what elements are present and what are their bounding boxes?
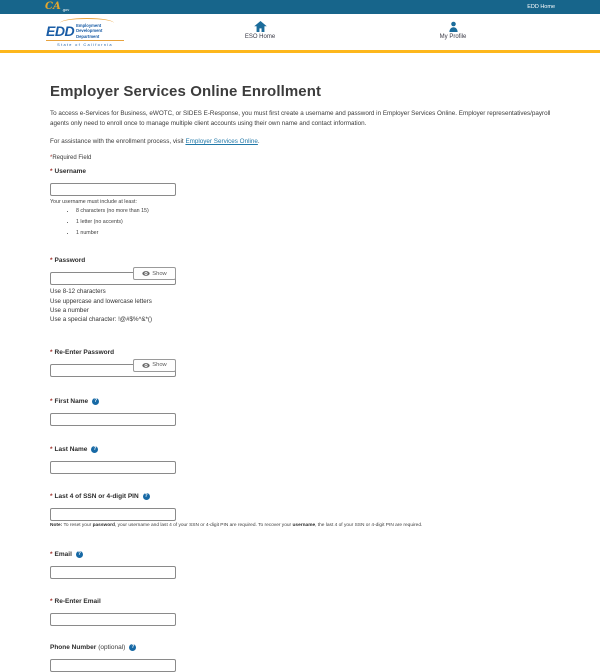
password-show-button[interactable] <box>133 267 176 280</box>
phone-input[interactable] <box>50 659 176 672</box>
profile-icon <box>448 21 459 32</box>
note-bold-note: Note: <box>50 523 63 529</box>
username-asterisk: * <box>50 168 53 176</box>
required-field-note <box>50 155 555 161</box>
email-label <box>50 551 555 558</box>
ca-gov-logo-gov: .gov <box>61 6 70 12</box>
assistance-prefix: For assistance with the enrollment process, visit <box>50 138 186 146</box>
ssn-pin-asterisk: * <box>50 492 53 500</box>
assistance-suffix: . <box>257 138 260 146</box>
email-input[interactable] <box>50 566 176 579</box>
edd-home-link[interactable]: EDD Home <box>527 4 555 10</box>
reenter-password-group <box>50 349 555 377</box>
reenter-password-label <box>50 349 555 356</box>
first-name-help-icon[interactable]: ? <box>94 397 98 404</box>
required-field-label: Required Field <box>52 155 92 162</box>
first-name-label-text: First Name <box>54 397 89 405</box>
email-help-icon[interactable]: ? <box>77 550 81 557</box>
username-requirements-list <box>50 208 555 236</box>
note-bold-username: username <box>292 523 316 529</box>
phone-optional-text: (optional) <box>98 643 126 651</box>
ssn-pin-group <box>50 493 555 530</box>
ssn-pin-help-icon[interactable]: ? <box>144 492 148 499</box>
first-name-input[interactable] <box>50 413 176 426</box>
ssn-pin-label-text: Last 4 of SSN or 4-digit PIN <box>54 492 139 500</box>
phone-help-icon[interactable]: ? <box>131 643 135 650</box>
note-bold-password: password <box>92 523 115 529</box>
phone-group <box>50 644 555 672</box>
ssn-pin-input[interactable] <box>50 508 176 521</box>
phone-label-text: Phone Number <box>50 643 97 651</box>
ca-gov-logo[interactable] <box>45 0 69 14</box>
username-req-item: • 1 letter (no accents) <box>76 219 555 225</box>
reenter-email-asterisk: * <box>50 597 53 605</box>
reenter-password-label-text: Re-Enter Password <box>54 348 115 356</box>
reenter-password-show-label: Show <box>152 362 167 369</box>
page-title: Employer Services Online Enrollment <box>50 83 322 100</box>
first-name-group <box>50 398 555 426</box>
password-asterisk: * <box>50 257 53 265</box>
edd-logo[interactable] <box>46 18 124 47</box>
reenter-email-label <box>50 598 555 605</box>
required-asterisk: * <box>50 155 53 162</box>
eye-icon <box>142 271 150 276</box>
password-rule: Use a special character: !@#$%^&*() <box>50 316 153 324</box>
password-group <box>50 257 555 324</box>
edd-logo-word1: Employment <box>76 23 102 28</box>
phone-label <box>50 644 555 651</box>
password-show-label: Show <box>152 270 167 277</box>
last-name-help-icon[interactable]: ? <box>93 445 97 452</box>
edd-logo-word3: Department <box>76 33 100 39</box>
reenter-password-asterisk: * <box>50 348 53 356</box>
last-name-group <box>50 446 555 474</box>
username-input[interactable] <box>50 183 176 196</box>
reenter-email-input[interactable] <box>50 613 176 626</box>
first-name-asterisk: * <box>50 397 53 405</box>
edd-logo-acronym: EDD <box>46 23 75 40</box>
nav-eso-home-label: ESO Home <box>244 34 276 40</box>
edd-logo-tagline: State of California <box>46 40 124 47</box>
last-name-label <box>50 446 555 453</box>
email-label-text: Email <box>54 550 72 558</box>
top-utility-bar <box>0 0 600 14</box>
nav-my-profile-label: My Profile <box>439 34 467 40</box>
ca-gov-logo-ca: CA <box>45 1 61 12</box>
reenter-email-label-text: Re-Enter Email <box>54 597 101 605</box>
password-rules <box>50 287 555 324</box>
last-name-label-text: Last Name <box>54 445 88 453</box>
password-label-text: Password <box>54 257 86 265</box>
reenter-password-show-button[interactable] <box>133 359 176 372</box>
edd-logo-words <box>76 23 102 39</box>
nav-eso-home[interactable] <box>228 21 292 40</box>
first-name-label <box>50 398 555 405</box>
nav-my-profile[interactable] <box>421 21 485 40</box>
email-asterisk: * <box>50 550 53 558</box>
username-hint-title: Your username must include at least: <box>50 199 137 206</box>
username-req-item: • 1 number <box>76 230 555 236</box>
username-group <box>50 168 555 236</box>
ssn-pin-note: Note: To reset your password, your username and last 4 of your SSN or 4-digit PIN are required. To recover your username, the last 4 of your SSN or 4-digit PIN are required. <box>50 523 423 529</box>
ssn-pin-label <box>50 493 555 500</box>
email-group <box>50 551 555 579</box>
home-icon <box>254 21 267 32</box>
intro-paragraph: To access e-Services for Business, eWOTC, or SIDES E-Response, you must first create a username and password in Employer Services Online. Employer representatives/payroll agents only need to enroll once to manage multiple client accounts using their own name and contact information. <box>50 110 551 128</box>
password-rule: Use 8-12 characters <box>50 288 106 296</box>
edd-logo-word2: Development <box>76 28 103 34</box>
password-label <box>50 257 555 264</box>
last-name-input[interactable] <box>50 461 176 474</box>
main-content <box>0 83 600 672</box>
username-label-text: Username <box>54 168 86 176</box>
eye-icon <box>142 363 150 368</box>
reenter-email-group <box>50 598 555 626</box>
username-label <box>50 168 555 175</box>
assistance-paragraph <box>50 138 555 145</box>
username-req-item: • 8 characters (no more than 15) <box>76 208 555 214</box>
site-header <box>0 14 600 53</box>
employer-services-online-link[interactable]: Employer Services Online <box>185 138 258 146</box>
last-name-asterisk: * <box>50 445 53 453</box>
password-rule: Use uppercase and lowercase letters <box>50 297 152 305</box>
password-rule: Use a number <box>50 306 89 314</box>
